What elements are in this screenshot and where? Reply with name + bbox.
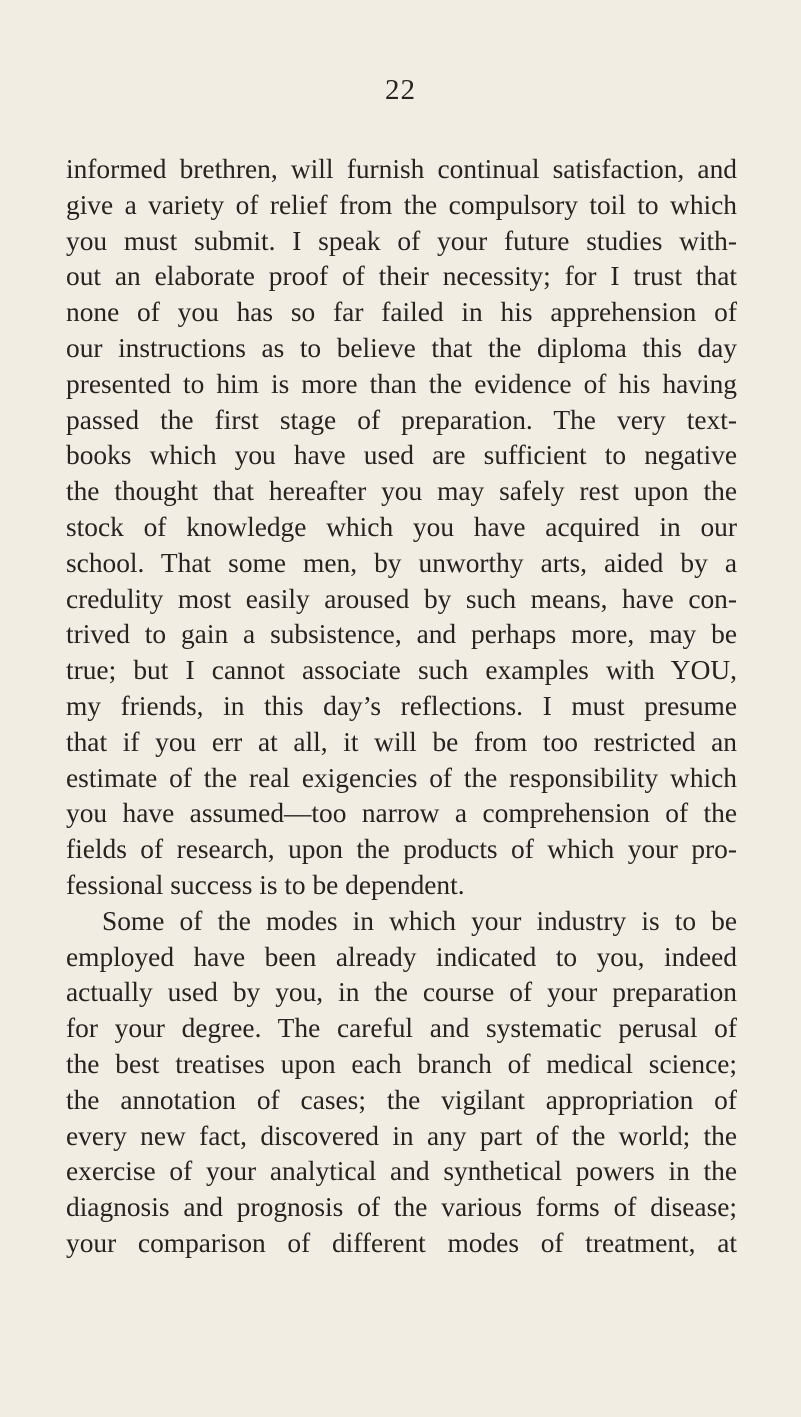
text-line: fields of research, upon the products of which your pro- bbox=[66, 834, 737, 865]
text-line: diagnosis and prognosis of the various forms of disease; bbox=[66, 1192, 737, 1223]
text-line: your comparison of different modes of treatment, at bbox=[66, 1227, 737, 1258]
text-line: true; but I cannot associate such examples with YOU, bbox=[66, 655, 737, 686]
text-line: none of you has so far failed in his apprehension of bbox=[66, 297, 737, 328]
text-line: credulity most easily aroused by such means, have con- bbox=[66, 583, 737, 614]
text-line: the annotation of cases; the vigilant appropriation of bbox=[66, 1084, 737, 1115]
text-line: actually used by you, in the course of your preparation bbox=[66, 977, 737, 1008]
text-line: out an elaborate proof of their necessity; for I trust that bbox=[66, 261, 737, 292]
text-line: estimate of the real exigencies of the responsibility which bbox=[66, 762, 737, 793]
paragraph-start-line: Some of the modes in which your industry is to be bbox=[102, 905, 737, 936]
paragraph-end-line: fessional success is to be dependent. bbox=[66, 869, 465, 900]
page-number: 22 bbox=[385, 74, 416, 106]
text-line: stock of knowledge which you have acquired in our bbox=[66, 511, 737, 542]
text-line: our instructions as to believe that the diploma this day bbox=[66, 332, 737, 363]
text-line: employed have been already indicated to you, indeed bbox=[66, 941, 737, 972]
text-line: presented to him is more than the evidence of his having bbox=[66, 368, 737, 399]
text-line: informed brethren, will furnish continual satisfaction, and bbox=[66, 154, 737, 184]
text-line: the thought that hereafter you may safely rest upon the bbox=[66, 476, 737, 507]
text-line: give a variety of relief from the compulsory toil to which bbox=[66, 189, 737, 220]
text-line: the best treatises upon each branch of medical science; bbox=[66, 1048, 737, 1079]
text-line: you have assumed—too narrow a comprehension of the bbox=[66, 798, 737, 829]
text-line: trived to gain a subsistence, and perhaps more, may be bbox=[66, 619, 737, 650]
text-line: school. That some men, by unworthy arts, aided by a bbox=[66, 547, 737, 578]
text-line: for your degree. The careful and systematic perusal of bbox=[66, 1013, 737, 1044]
text-line: exercise of your analytical and synthetical powers in the bbox=[66, 1156, 737, 1187]
text-line: you must submit. I speak of your future studies with- bbox=[66, 225, 737, 256]
text-line: every new fact, discovered in any part of the world; the bbox=[66, 1120, 737, 1151]
text-line: that if you err at all, it will be from too restricted an bbox=[66, 726, 737, 757]
text-line: my friends, in this day’s reflections. I must presume bbox=[66, 690, 737, 721]
text-line: books which you have used are sufficient to negative bbox=[66, 440, 737, 471]
text-line: passed the first stage of preparation. The very text- bbox=[66, 404, 737, 435]
body-text bbox=[66, 152, 737, 1262]
